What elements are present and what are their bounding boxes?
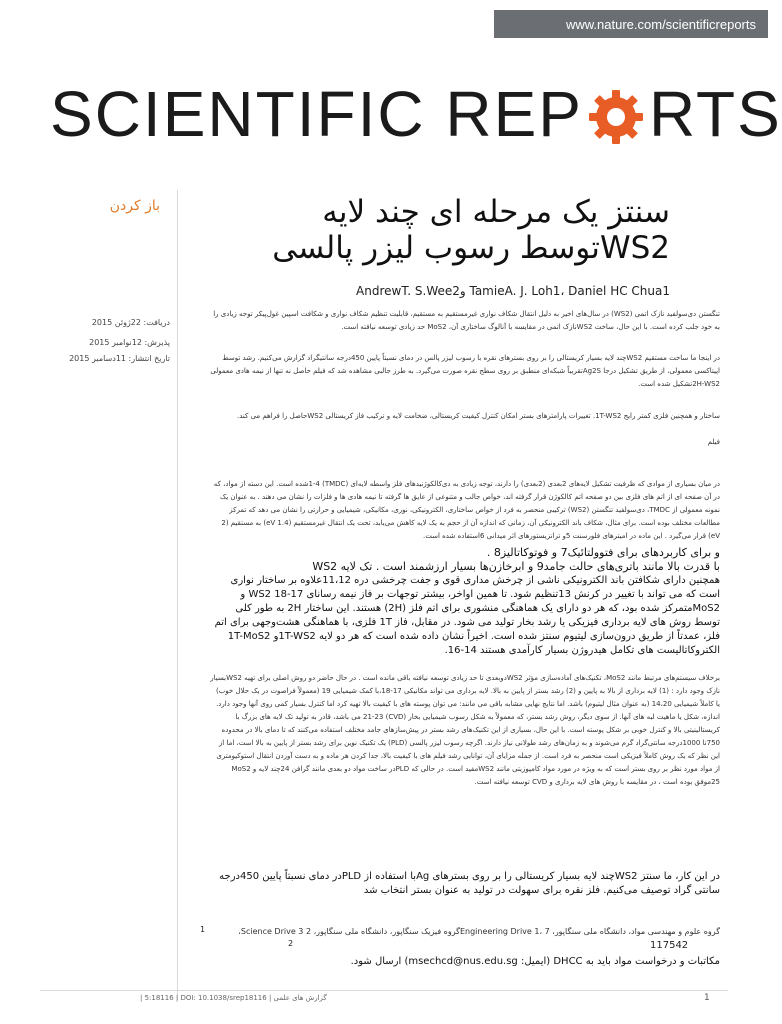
methods-paragraph: برخلاف سیستم‌های مرتبط مانند MoS2، تکنیک‌های آماده‌سازی مؤثر WS2دوبعدی تا حد زیادی توسعه نیافته باقی مانده است . در حال حاضر دو روش اصلی برای تهیه WS2بسیار نازک وجود دارد : (1) لایه برداری از بالا به پایین و (2) رشد بستر از پایین به بالا. لایه برداری می تواند مکانیکی 17-18،با کمک شیمیایی 19 (معمولاً فراصوت در یک حلال خوب) یا کاملاً شیمیایی 14،20 (به عنوان مثال لیتیوم) باشد. اما نتایج نهایی مشابه باقی می مانند: می توان پوسته های با کیفیت بالا تهیه کرد اما کنترل بسیار کمی روی آنها وجود دارد. اندازه، شکل یا ماهیت لبه های آنها. از سوی دیگر، روش رشد بستر، که معمولاً به شکل رسوب شیمیایی بخار (CVD) 21-23 می باشد، قادر به تولید تک لایه های بزرگ با کریستالینیتی بالا و کنترل خوبی بر شکل پوسته است. با این حال، بسیاری از این تکنیک‌های رشد بستر در پیش‌سازهای جامد مختلف استفاده می‌کنند که تا دمای بالا در محدوده 750تا 1000درجه سانتی‌گراد گرم می‌شوند و به زمان‌های رشد طولانی نیاز دارند. اگرچه رسوب لیزر پالسی (PLD) یک تکنیک نوین برای رشد بستر از پایین به بالا است، اما از این نظر که یک روش کاملاً فیزیکی است منحصر به فرد است. از جمله مزایای آن، توانایی رشد فیلم های با کیفیت بالا، جدا کردن هر ماده و به دست آوردن انتقال استوکیومتری از مواد مورد نظر بر روی بستر است که به ویژه در مورد مواد کامپوزیتی مانند WS2مفید است. در حالی که PLDدر ساخت مواد دو بعدی مانند گرافن 24چند لایه و MoS2 25موفق بوده است ، در مقایسه با روش های لایه برداری و CVD توسعه نیافته است. <box>210 674 720 786</box>
affiliation-number-1: 1 <box>200 925 206 934</box>
affiliation-number-2: 2 <box>288 939 294 948</box>
footer-doi: | 5:18116 | DOI: 10.1038/srep18116 | گزارش های علمی <box>140 994 327 1002</box>
published-date: تاریخ انتشار: 11دسامبر 2015 <box>69 354 170 363</box>
journal-name-part1: SCIENTIFIC REP <box>50 78 583 150</box>
footer-divider <box>40 990 728 991</box>
article-title-line2: WS2توسط رسوب لیزر پالسی <box>272 230 670 266</box>
sidebar-divider <box>177 190 178 1000</box>
page-number: 1 <box>704 993 710 1003</box>
abstract-paragraph-2: در اینجا ما ساخت مستقیم WS2چند لایه بسیار کریستالی را بر روی بسترهای نقره با رسوب لیزر پالس در دمای نسبتاً پایین 450درجه سانتیگراد گزارش می‌کنیم. رشد توسط اپیتاکسی معمولی، از طریق تشکیل درجا Ag2Sتقریباً شبکه‌ای منطبق بر روی سطح نقره صورت می‌گیرد. به طرز جالبی مشاهده شد که فیلم حاصل نه تنها از نیمه هادی معمولی 2H-WS2تشکیل شده است. <box>210 354 720 388</box>
intro-large-line2: با قدرت بالا مانند باتری‌های حالت جامد9 و ابرخازن‌ها بسیار ارزشمند است . تک لایه WS2 <box>312 560 720 573</box>
correspondence-text: مکاتبات و درخواست مواد باید به DHCC (ایمیل: msechcd@nus.edu.sg) ارسال شود. <box>350 956 720 967</box>
abstract-paragraph-1: تنگستن دی‌سولفید نازک اتمی (WS2) در سال‌های اخیر به دلیل انتقال شکاف نواری غیرمستقیم به مستقیم، قابلیت تنظیم شکاف نواری و شکافت اسپین غول‌پیکر توجه زیادی را به خود جلب کرده است. با این حال، ساخت WS2نازک اتمی در مقایسه با آنالوگ ساختاری آن، MoS2 حد زیادی توسعه نیافته است. <box>213 310 720 331</box>
journal-logo <box>50 78 782 150</box>
accepted-date: پذیرش: 12نوامبر 2015 <box>89 338 170 347</box>
received-date: دریافت: 22ژوئن 2015 <box>91 318 170 327</box>
journal-url-bar[interactable] <box>494 10 768 38</box>
intro-paragraph: در میان بسیاری از موادی که ظرفیت تشکیل لایه‌های 2بعدی (2بعدی) را دارند، توجه زیادی به دی‌کالکوژنیدهای فلز واسطه لایه‌ای (TMDC) 1-4شده است. این دسته از مواد، که در آن صفحه ای از اتم های فلزی بین دو صفحه اتم کالکوژن قرار گرفته اند، خواص جالب و متنوعی از عایق ها گرفته تا نیمه هادی ها و فلزات را نشان می دهند . به عنوان یک نمونه معمولی از TMDC، دی‌سولفید تنگستن (WS2) ترکیبی منحصر به فرد از خواص ساختاری، الکترونیکی، نوری، مکانیکی، شیمیایی و حرارتی را نشان می دهد که تمرکز مطالعات مختلف بوده است. برای مثال، شکاف باند الکترونیکی آن، زمانی که اندازه آن از حجم به یک لایه کاهش می‌یابد، تحت یک انتقال غیرمستقیم (1.4 eV) به مستقیم (2 eV) قرار می‌گیرد . این ماده در امیترهای فلورسنت 5و ترانزیستورهای اثر میدانی 6استفاده شده است. <box>213 480 720 540</box>
summary-paragraph: در این کار، ما سنتز WS2چند لایه بسیار کریستالی را بر روی بسترهای Agبا استفاده از PLDدر دمای نسبتاً پایین 450درجه سانتی گراد توصیف می‌کنیم. فلز نقره برای سهولت در تولید به عنوان بستر انتخاب شد <box>219 871 720 896</box>
abstract-paragraph-4: فیلم <box>707 438 720 446</box>
open-access-link[interactable]: باز کردن <box>109 198 160 214</box>
affiliation-text: گروه علوم و مهندسی مواد، دانشگاه ملی سنگاپور، Engineering Drive 1، 7گروه فیزیک سنگاپور، دانشگاه ملی سنگاپور، 2 Science Drive 3، <box>238 927 720 936</box>
article-title-line1: سنتز یک مرحله ای چند لایه <box>322 194 670 230</box>
journal-name-part2: RTS <box>648 78 782 150</box>
intro-large-line1: و برای کاربردهای برای فتوولتائیک7 و فوتوکاتالیز8 . <box>486 546 720 559</box>
postal-code: 117542 <box>650 940 689 951</box>
intro-continuation-paragraph: همچنین دارای شکافتن باند الکترونیکی ناشی از چرخش مداری قوی و جفت چرخشی دره 11،12علاوه بر ساختار نواری است که می تواند با تغییر در کرنش 13تنظیم شود. تا همین اواخر، بیشتر توجهات بر فاز نیمه رسانای WS2 18-17 و MoS2متمرکز شده بود، که هر دو دارای یک هماهنگی منشوری برای اتم فلز (2H) هستند. این ساختار 2H به طور کلی توسط روش های لایه برداری فیزیکی یا رشد بخار تولید می شود. در مقابل، فاز 1T فلزی، با هماهنگی هشت‌وجهی برای اتم فلز، عمدتاً از طریق درون‌سازی لیتیوم سنتز شده است. اخیراً نشان داده شده است که هر دو لایه 1T-WS2و 1T-MoS2 الکتروکاتالیست های تکامل هیدروژن بسیار کارآمدی هستند 14-16. <box>214 575 720 656</box>
abstract-paragraph-3: ساختار و همچنین فلزی کمتر رایج 1T-WS2. تغییرات پارامترهای بستر امکان کنترل کیفیت کریستالی، ضخامت لایه و ترکیب فاز کریستالی WS2حاصل را فراهم می کند. <box>237 412 720 420</box>
journal-url[interactable]: www.nature.com/scientificreports <box>565 16 756 32</box>
author-list: AndrewT. S.Wee2و TamieA. J. Loh1، Daniel HC Chua1 <box>356 284 670 298</box>
gear-icon <box>587 87 645 145</box>
